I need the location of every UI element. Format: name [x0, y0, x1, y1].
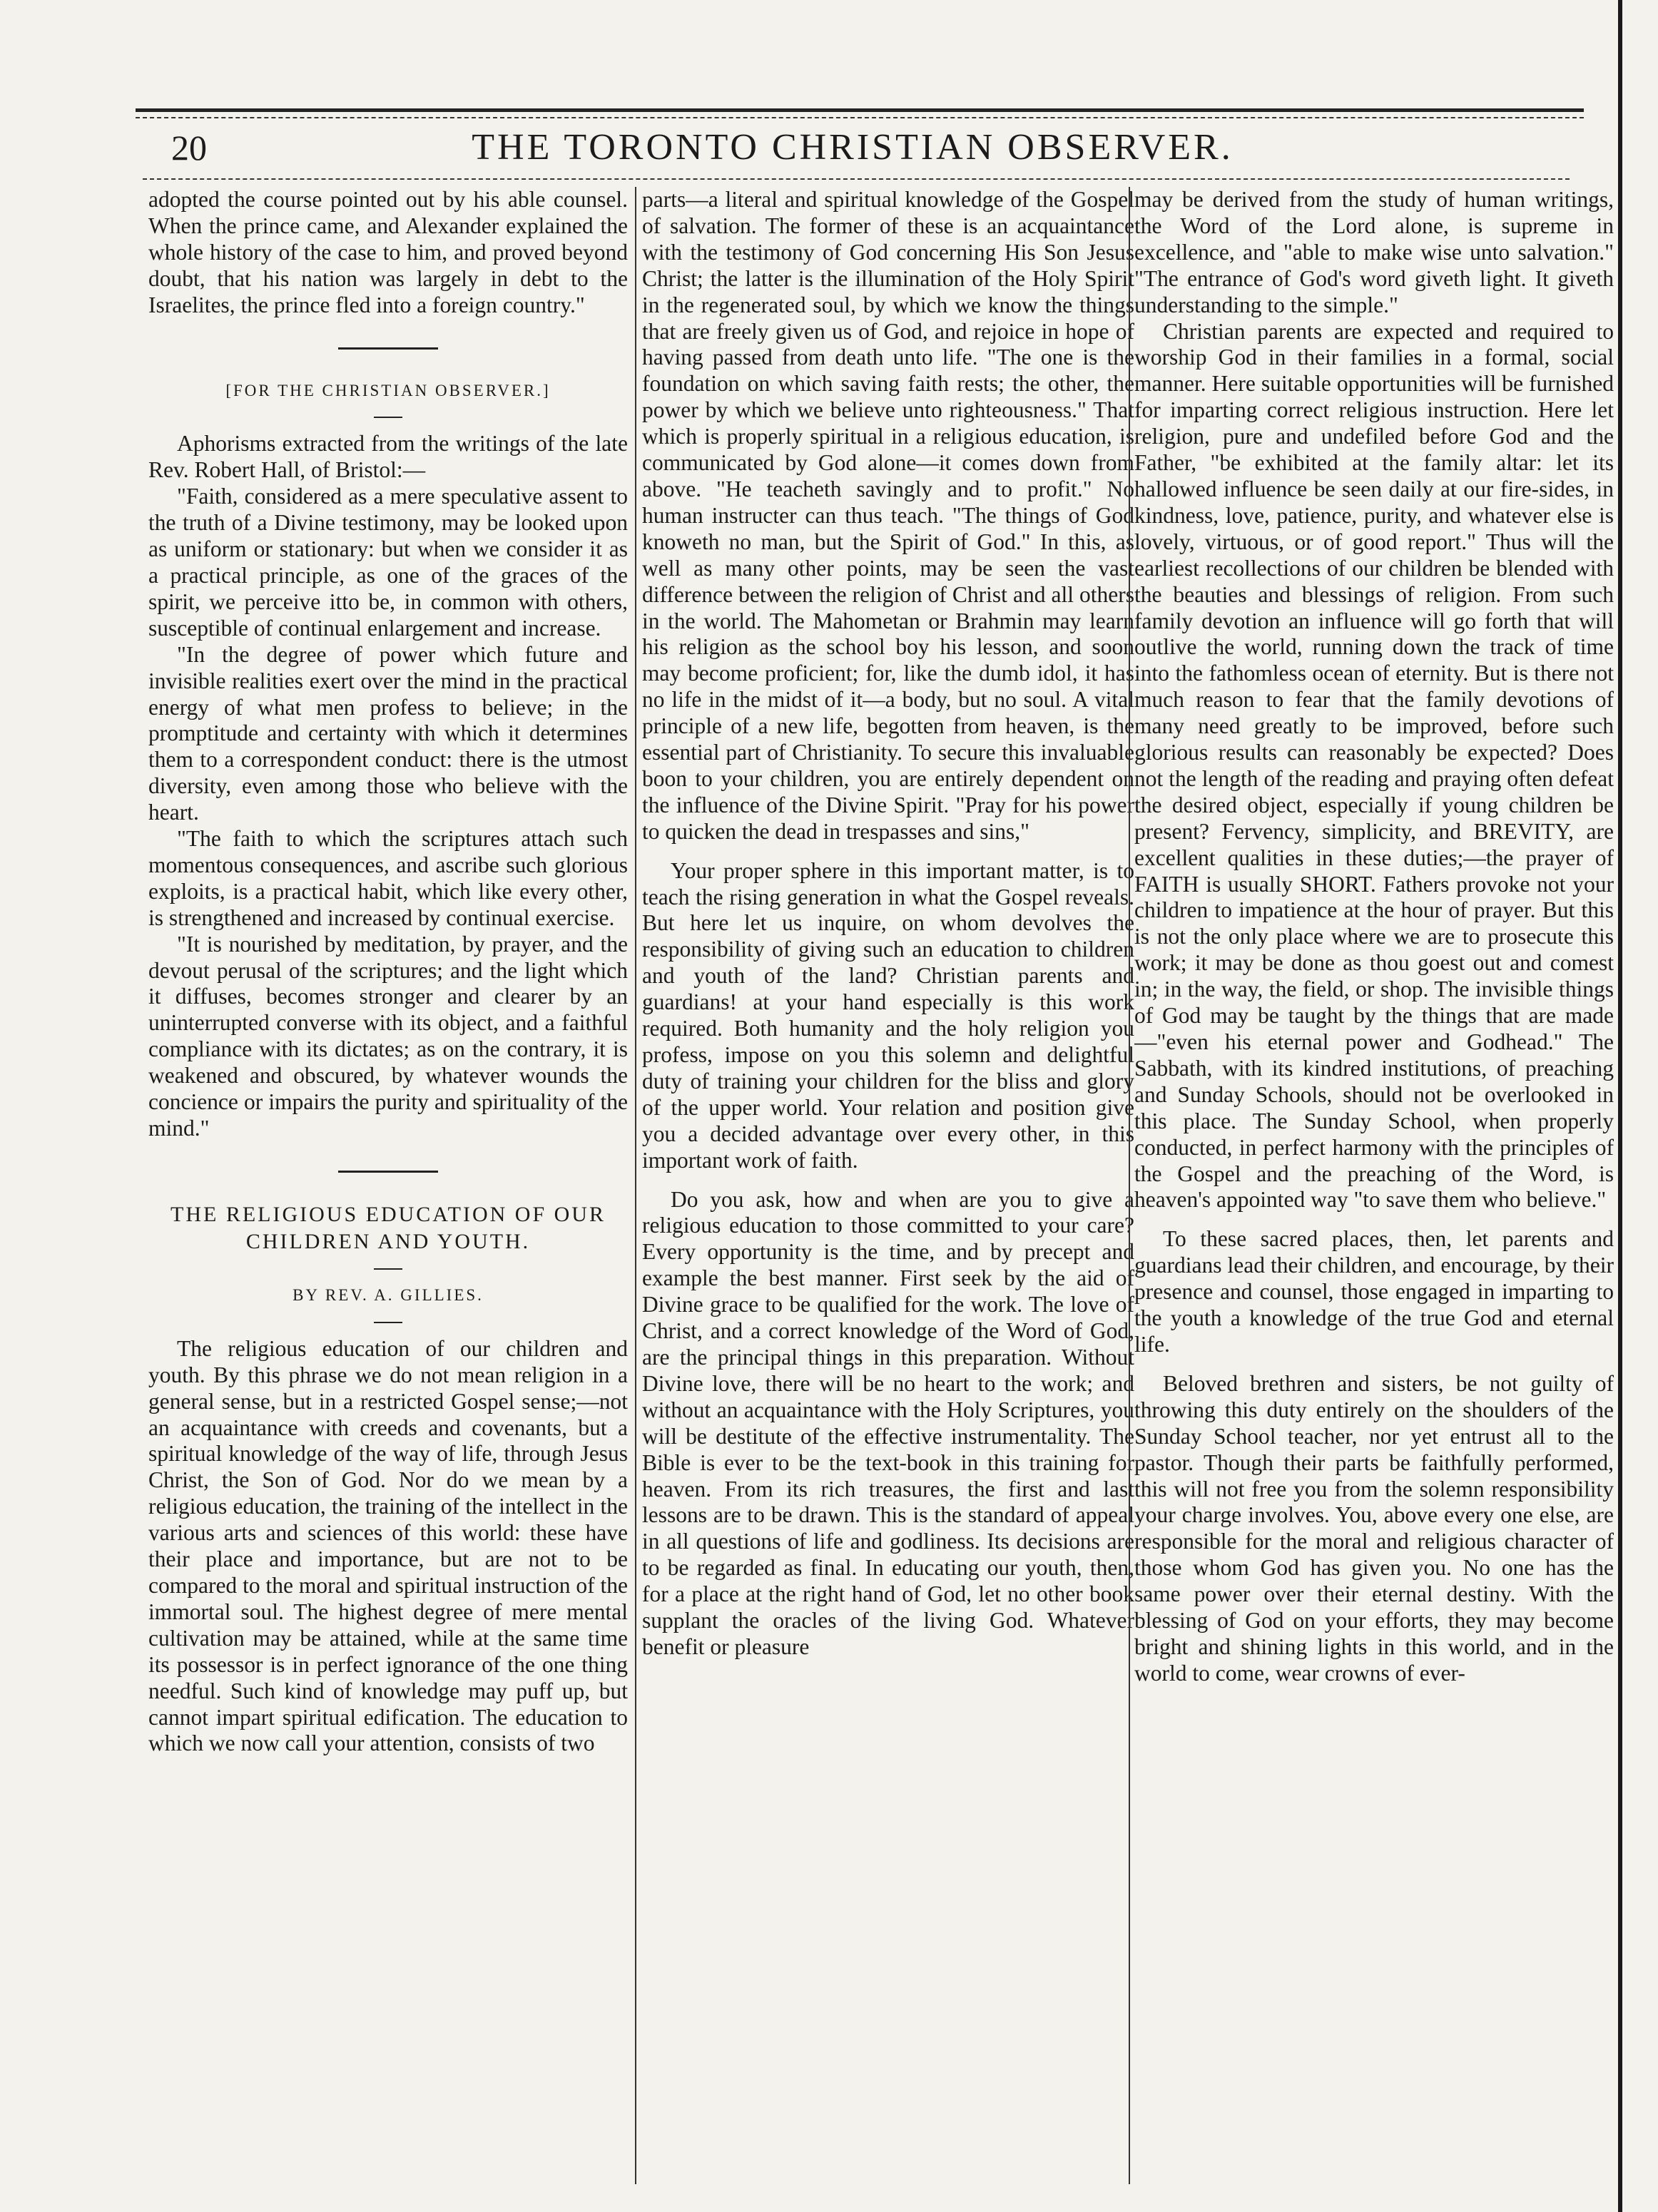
aphorism-quote: "Faith, considered as a mere speculative assent to the truth of a Divine testimony, may be looked upon as uniform or stationary: but when we consider it as a practical principle, as one of the graces of the spirit, we perceive itto be, in common with others, susceptible of continual enlargement and increase.: [148, 484, 628, 641]
top-rule: [136, 108, 1584, 112]
page-number: 20: [171, 128, 207, 168]
section-divider: [338, 1171, 438, 1173]
paper-title: THE TORONTO CHRISTIAN OBSERVER.: [472, 127, 1234, 168]
article-paragraph: may be derived from the study of human writings, the Word of the Lord alone, is supreme in excellence, and "able to make wise unto salvation." "The entrance of God's word giveth light. It giveth understanding to the simple.": [1134, 187, 1614, 317]
byline-divider: [374, 1322, 402, 1323]
source-tag: [FOR THE CHRISTIAN OBSERVER.]: [225, 381, 551, 399]
article-title-line-1: THE RELIGIOUS EDUCATION OF OUR: [171, 1202, 606, 1226]
byline: BY REV. A. GILLIES.: [293, 1285, 484, 1304]
aphorisms-intro: Aphorisms extracted from the writings of the late Rev. Robert Hall, of Bristol:—: [148, 431, 628, 483]
page-edge-shadow: [1618, 0, 1622, 2212]
article-paragraph: parts—a literal and spiritual knowledge of the Gospel of salvation. The former of these is an acquaintance with the testimony of God concerning His Son Jesus Christ; the latter is the illumination of the Holy Spirit in the regenerated soul, by which we know the things that are freely given us of God, and rejoice in hope of having passed from death unto life. "The one is the foundation on which saving faith rests; the other, the power by which we believe unto righteousness." That which is properly spiritual in a religious education, is communicated by God alone—it comes down from above. "He teacheth savingly and to profit." No human instructer can thus teach. "The things of God knoweth no man, but the Spirit of God." In this, as well as many other points, may be seen the vast difference between the religion of Christ and all others in the world. The Mahometan or Brahmin may learn his religion as the school boy his lesson, and soon may become proficient; for, like the dumb idol, it has no life in the midst of it—a body, but no soul. A vital principle of a new life, begotten from heaven, is the essential part of Christianity. To secure this invaluable boon to your children, you are entirely dependent on the influence of the Divine Spirit. "Pray for his power to quicken the dead in trespasses and sins,": [642, 187, 1134, 844]
header-rule: [143, 178, 1570, 180]
article-paragraph: Christian parents are expected and required to worship God in their families in a formal, social manner. Here suitable opportunities will be furnished for imparting correct religious instruction. Here let religion, pure and undefiled before God and the Father, "be exhibited at the family altar: let its hallowed influence be seen daily at our fire-sides, in kindness, love, patience, purity, and whatever else is lovely, virtuous, or of good report." Thus will the earliest recollections of our children be blended with the beauties and blessings of religion. From such family devotion an influence will go forth that will outlive the world, running down the track of time into the fathomless ocean of eternity. But is there not much reason to fear that the family devotions of many need greatly to be improved, before such glorious results can reasonably be expected? Does not the length of the reading and praying often defeat the desired object, especially if young children be present? Fervency, simplicity, and BREVITY, are excellent qualities in these duties;—the prayer of FAITH is usually SHORT. Fathers provoke not your children to impatience at the hour of prayer. But this is not the only place where we are to prosecute this work; it may be done as thou goest out and comest in; in the way, the field, or shop. The invisible things of God may be taught by the things that are made—"even his eternal power and Godhead." The Sabbath, with its kindred institutions, of preaching and Sunday Schools, should not be overlooked in this place. The Sunday School, when properly conducted, in perfect harmony with the principles of the Gospel and the preaching of the Word, is heaven's appointed way "to save them who believe.": [1134, 318, 1614, 1213]
continued-paragraph: adopted the course pointed out by his able counsel. When the prince came, and Alexander explained the whole history of the case to him, and proved beyond doubt, that his nation was largely in debt to the Israelites, the prince fled into a foreign country.": [148, 187, 628, 317]
article-paragraph: The religious education of our children and youth. By this phrase we do not mean religion in a general sense, but in a restricted Gospel sense;—not an acquaintance with creeds and covenants, but a spiritual knowledge of the way of life, through Jesus Christ, the Son of God. Nor do we mean by a religious education, the training of the intellect in the various arts and sciences of this world: these have their place and importance, but are not to be compared to the moral and spiritual instruction of the immortal soul. The highest degree of mere mental cultivation may be attained, while at the same time its possessor is in perfect ignorance of the one thing needful. Such kind of knowledge may puff up, but cannot impart spiritual edification. The education to which we now call your attention, consists of two: [148, 1335, 628, 1756]
aphorism-quote: "In the degree of power which future and invisible realities exert over the mind in the practical energy of what men profess to believe; in the promptitude and certainty with which it determines them to a correspondent conduct: there is the utmost diversity, even among those who believe with the heart.: [148, 641, 628, 825]
article-paragraph: Do you ask, how and when are you to give a religious education to those committed to your care? Every opportunity is the time, and by precept and example the best manner. First seek by the aid of Divine grace to be qualified for the work. The love of Christ, and a correct knowledge of the Word of God, are the principal things in this preparation. Without Divine love, there will be no heart to the work; and without an acquaintance with the Holy Scriptures, you will be destitute of the effective instrumentality. The Bible is ever to be the text-book in this training for heaven. From its rich treasures, the first and last lessons are to be drawn. This is the standard of appeal in all questions of life and godliness. Its decisions are to be regarded as final. In educating our youth, then, for a place at the right hand of God, let no other book supplant the oracles of the living God. Whatever benefit or pleasure: [642, 1186, 1134, 1659]
column-1: [148, 187, 628, 2184]
article-paragraph: Beloved brethren and sisters, be not guilty of throwing this duty entirely on the shoulders of the Sunday School teacher, nor yet entrust all to the pastor. Though their parts be faithfully performed, this will not free you from the solemn responsibility your charge involves. You, above every one else, are responsible for the moral and religious character of those whom God has given you. No one has the same power over their eternal destiny. With the blessing of God on your efforts, they may become bright and shining lights in this world, and in the world to come, wear crowns of ever-: [1134, 1370, 1614, 1686]
section-divider-small: [374, 417, 402, 418]
aphorism-quote: "It is nourished by meditation, by prayer, and the devout perusal of the scriptures; and the light which it diffuses, becomes stronger and clearer by an uninterrupted converse with its object, and a faithful compliance with its dictates; as on the contrary, it is weakened and obscured, by whatever wounds the concience or impairs the purity and spirituality of the mind.": [148, 931, 628, 1141]
article-title-line-2: CHILDREN AND YOUTH.: [245, 1229, 531, 1253]
section-divider: [338, 347, 438, 350]
column-rule: [1129, 187, 1130, 2184]
column-3: [1134, 187, 1614, 2184]
title-divider: [374, 1268, 402, 1270]
page-header: [143, 123, 1562, 173]
column-rule: [635, 187, 636, 2184]
article-paragraph: Your proper sphere in this important matter, is to teach the rising generation in what the Gospel reveals. But here let us inquire, on whom devolves the responsibility of giving such an education to children and youth of the land? Christian parents and guardians! at your hand especially is this work required. Both humanity and the holy religion you profess, impose on you this solemn and delightful duty of training your children for the bliss and glory of the upper world. Your relation and position give you a decided advantage over every other, in this important work of faith.: [642, 857, 1134, 1173]
article-paragraph: To these sacred places, then, let parents and guardians lead their children, and encourage, by their presence and counsel, those engaged in imparting to the youth a knowledge of the true God and eternal life.: [1134, 1226, 1614, 1357]
column-2: [642, 187, 1134, 2184]
top-rule-dashed: [136, 117, 1584, 118]
aphorism-quote: "The faith to which the scriptures attach such momentous consequences, and ascribe such glorious exploits, is a practical habit, which like every other, is strengthened and increased by continual exercise.: [148, 826, 628, 930]
